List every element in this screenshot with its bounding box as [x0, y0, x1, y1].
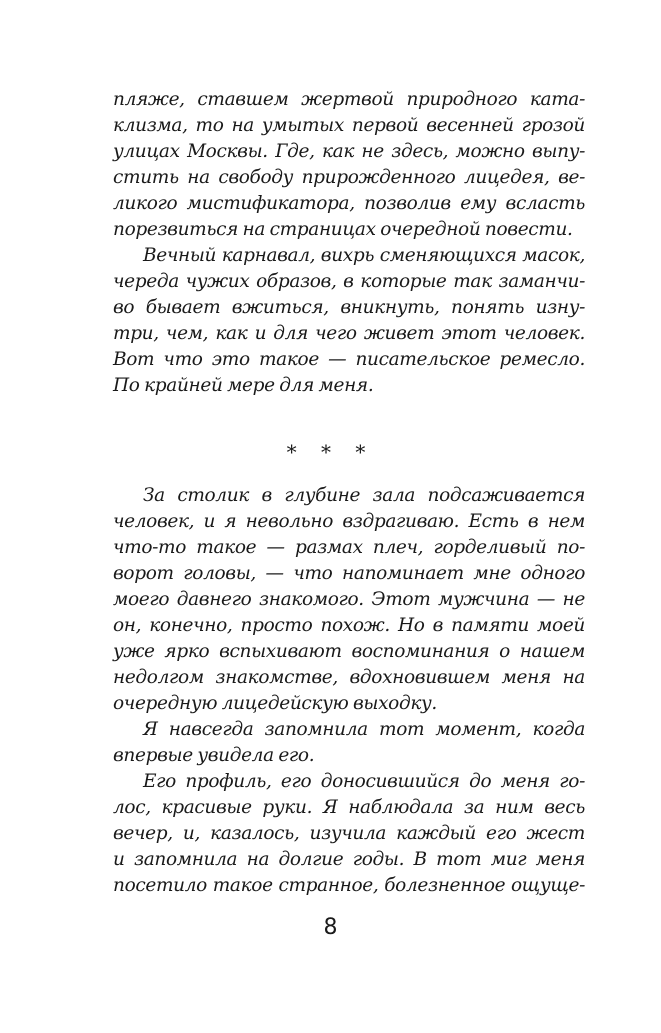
page-number: 8 — [323, 915, 338, 940]
section-1 — [113, 87, 585, 399]
text-line: впервые увидела его. — [113, 745, 315, 766]
text-line: вечер, и, казалось, изучила каждый его жест — [113, 823, 585, 844]
text-line: посетило такое странное, болезненное ощуще- — [113, 875, 585, 896]
text-line: череда чужих образов, в которые так заманчи- — [113, 271, 585, 292]
text-line: человек, и я невольно вздрагиваю. Есть в нем — [113, 511, 585, 532]
text-line: лос, красивые руки. Я наблюдала за ним весь — [113, 797, 585, 818]
text-line: стить на свободу прирожденного лицедея, ве- — [113, 167, 585, 188]
text-line: очередную лицедейскую выходку. — [113, 693, 437, 714]
text-line: и запомнила на долгие годы. В тот миг меня — [113, 849, 585, 870]
text-line: недолгом знакомстве, вдохновившем меня на — [113, 667, 585, 688]
text-line: во бывает вжиться, вникнуть, понять изну- — [113, 297, 585, 318]
text-line: пляже, ставшем жертвой природного ката- — [113, 89, 585, 110]
text-line: Я навсегда запомнила тот момент, когда — [143, 719, 585, 740]
text-line: Вот что это такое — писательское ремесло. — [113, 349, 585, 370]
text-line: три, чем, как и для чего живет этот человек. — [113, 323, 585, 344]
section-separator: * * * — [286, 440, 375, 464]
text-line: Вечный карнавал, вихрь сменяющихся масок, — [143, 245, 585, 266]
text-line: ворот головы, — что напоминает мне одного — [113, 563, 585, 584]
text-line: За столик в глубине зала подсаживается — [143, 485, 585, 506]
section-2 — [113, 483, 585, 899]
text-line: уже ярко вспыхивают воспоминания о нашем — [113, 641, 585, 662]
text-line: клизма, то на умытых первой весенней грозой — [113, 115, 585, 136]
text-line: Его профиль, его доносившийся до меня го- — [143, 771, 585, 792]
text-line: По крайней мере для меня. — [113, 375, 374, 396]
text-line: порезвиться на страницах очередной повести. — [113, 219, 573, 240]
text-line: что-то такое — размах плеч, горделивый по- — [113, 537, 585, 558]
text-line: моего давнего знакомого. Этот мужчина — не — [113, 589, 585, 610]
text-line: улицах Москвы. Где, как не здесь, можно выпу- — [113, 141, 585, 162]
text-line: он, конечно, просто похож. Но в памяти моей — [113, 615, 585, 636]
text-line: ликого мистификатора, позволив ему всласть — [113, 193, 585, 214]
